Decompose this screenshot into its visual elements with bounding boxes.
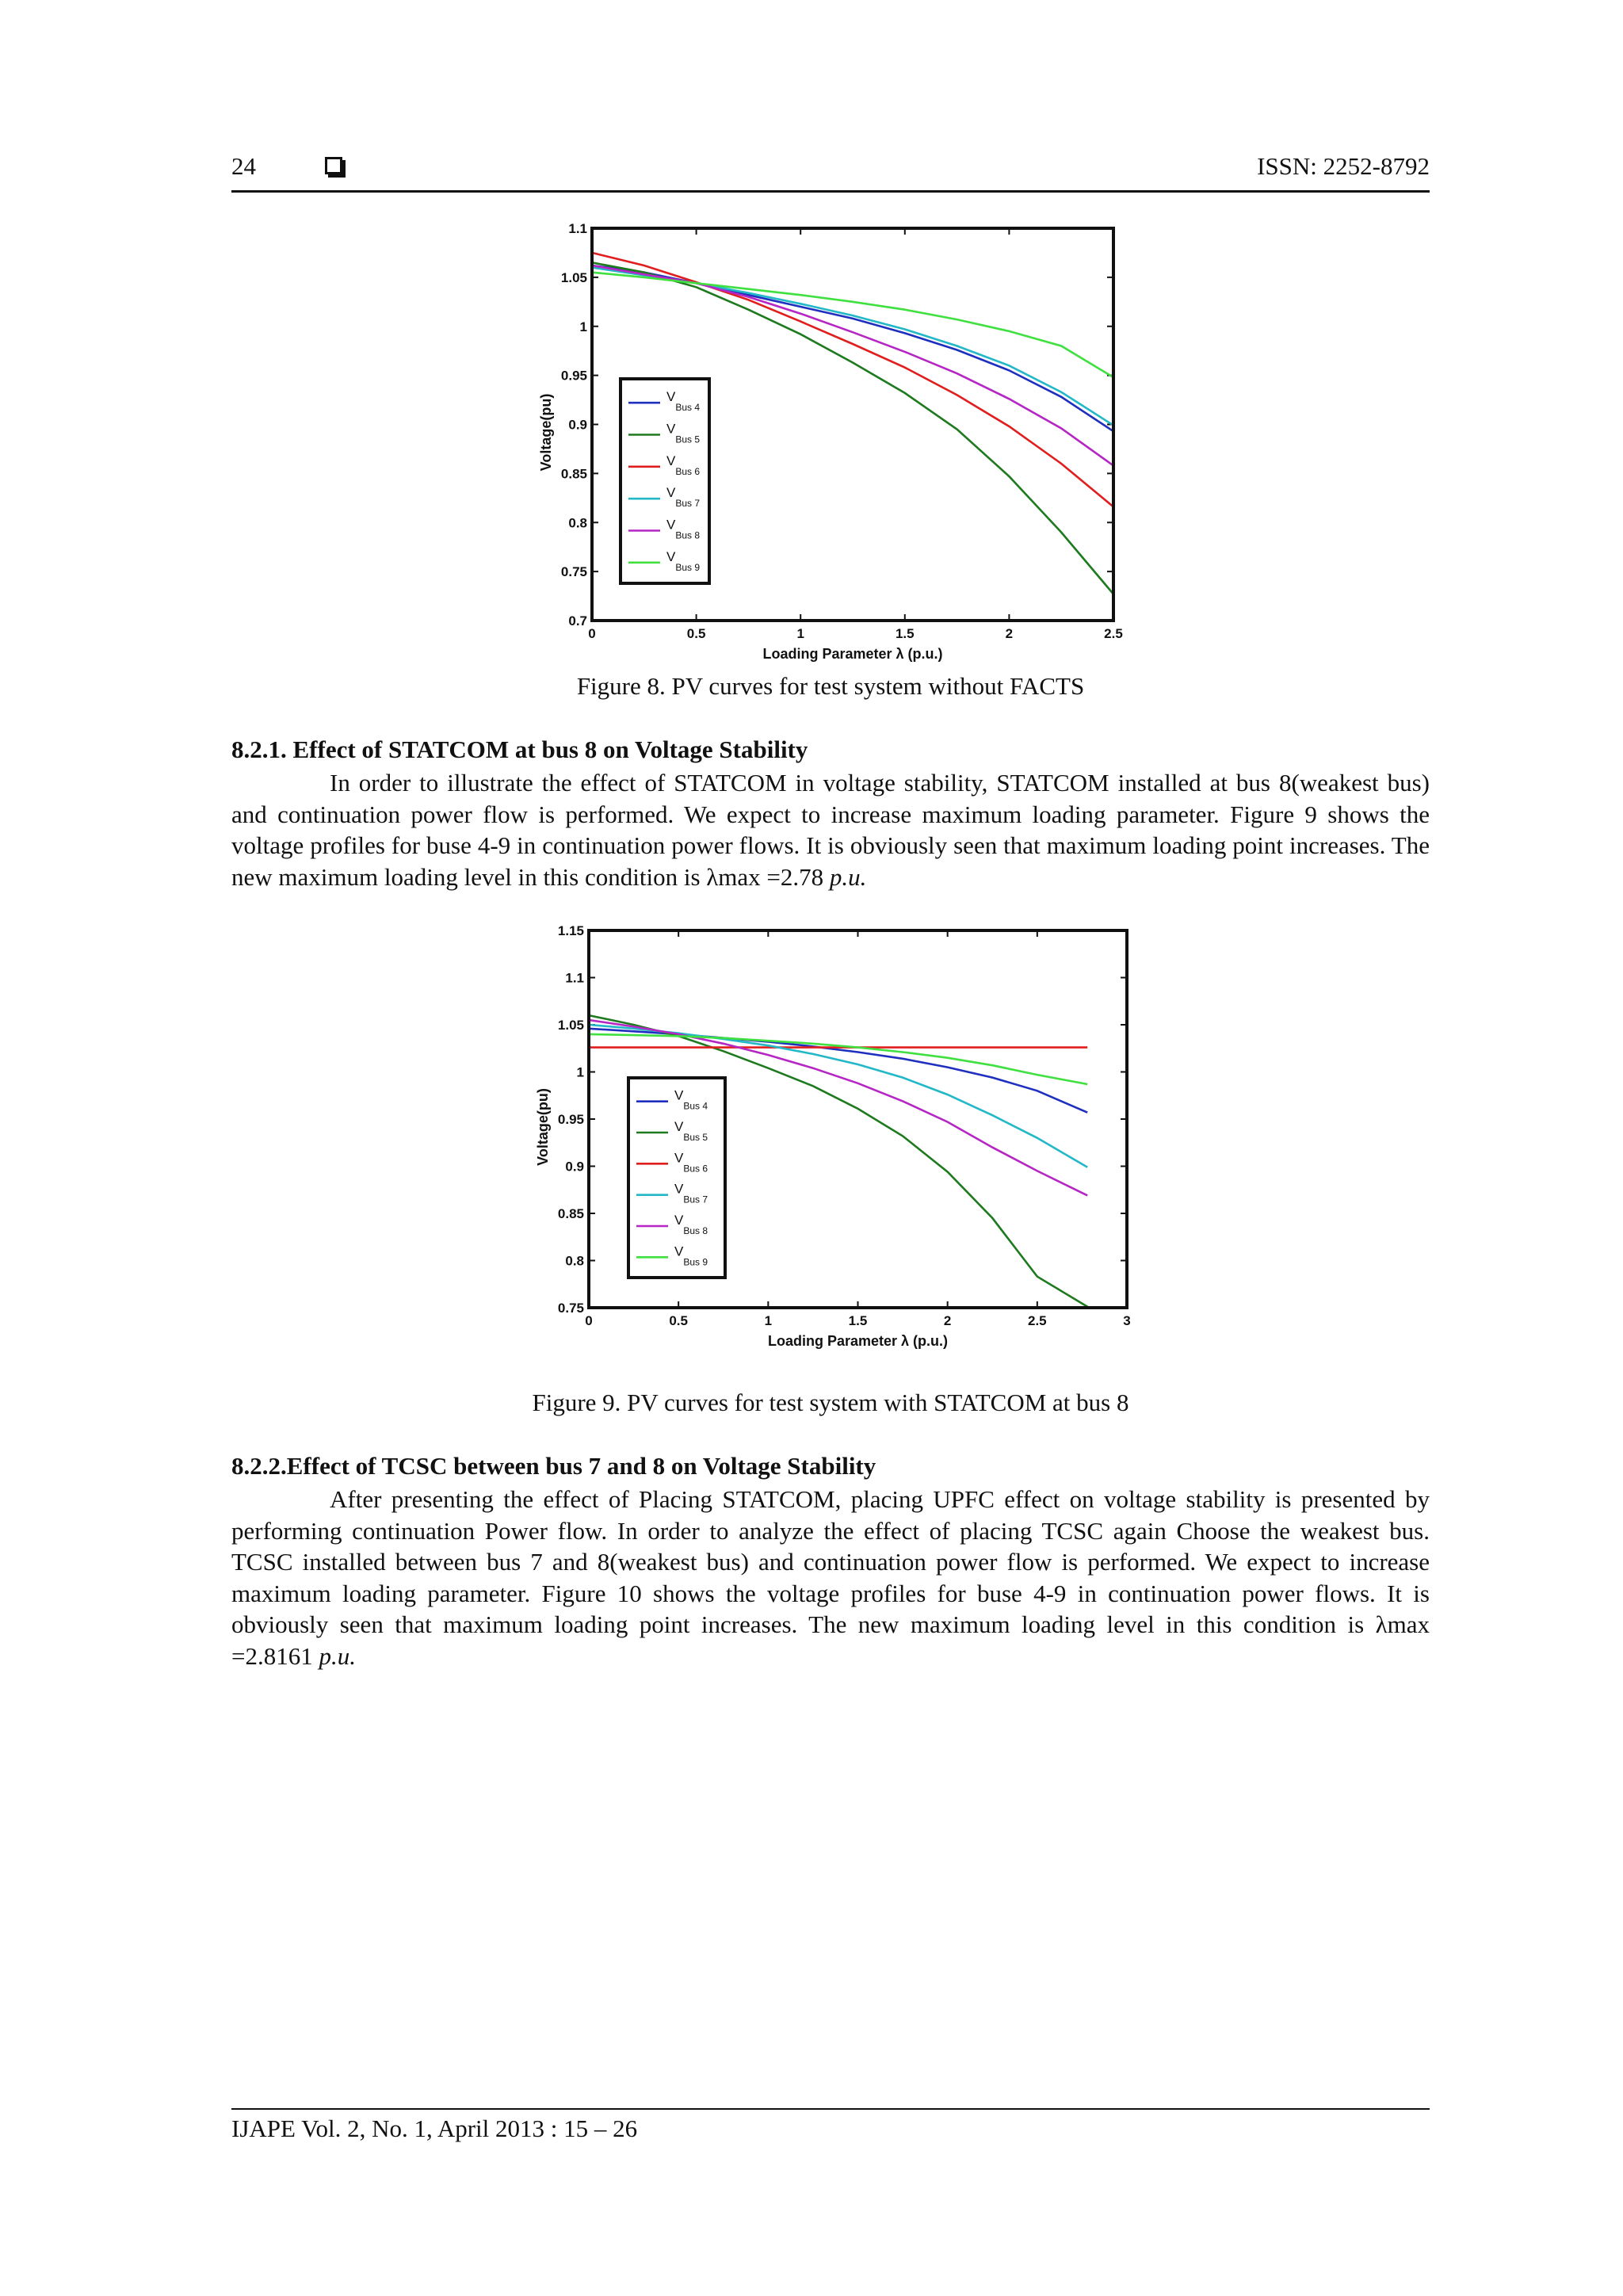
- header-issn: ISSN: 2252-8792: [1257, 152, 1430, 180]
- x-tick-label: 1.5: [848, 1313, 868, 1328]
- figure-9-chart: [523, 918, 1141, 1362]
- legend-label: $V_{Bus 4}$: [666, 389, 701, 414]
- header-box-icon: [325, 157, 342, 174]
- x-tick-label: 0: [585, 1313, 593, 1328]
- header-page-number: 24: [231, 152, 256, 180]
- legend-label: $V_{Bus 9}$: [666, 548, 701, 573]
- y-tick-label: 1.1: [568, 221, 587, 236]
- y-tick-label: 1: [579, 319, 587, 334]
- section-heading-statcom: 8.2.1. Effect of STATCOM at bus 8 on Voltage Stability: [231, 735, 808, 763]
- x-tick-label: 2: [1005, 626, 1014, 641]
- section-paragraph-statcom: In order to illustrate the effect of STATCOM in voltage stability, STATCOM installed at bus 8(weakest bus) and continuation power flow is performed. We expect to increase maximum loading parameter. Figure 9 shows the voltage profiles for buse 4-9 in continuation power flows. It is obviously seen that maximum loading point increases. The new maximum loading level in this condition is λmax =2.78 p.u.: [231, 769, 1430, 891]
- y-tick-label: 0.9: [565, 1159, 584, 1175]
- x-tick-label: 1.5: [895, 626, 915, 641]
- y-axis-label: Voltage(pu): [535, 1088, 551, 1166]
- x-tick-label: 0: [588, 626, 596, 641]
- y-tick-label: 1.1: [565, 970, 584, 986]
- y-tick-label: 0.75: [560, 564, 587, 580]
- legend-label: $V_{Bus 7}$: [674, 1181, 708, 1205]
- figure-8-chart: [523, 214, 1125, 674]
- section-heading-tcsc: 8.2.2.Effect of TCSC between bus 7 and 8 on Voltage Stability: [231, 1452, 876, 1480]
- x-tick-label: 0.5: [669, 1313, 688, 1328]
- y-tick-label: 0.75: [557, 1301, 584, 1316]
- y-tick-label: 0.95: [557, 1112, 584, 1127]
- legend-label: $V_{Bus 8}$: [666, 517, 701, 541]
- y-tick-label: 1: [576, 1064, 584, 1080]
- x-tick-label: 0.5: [686, 626, 706, 641]
- legend-label: $V_{Bus 5}$: [674, 1119, 708, 1143]
- y-tick-label: 0.8: [565, 1253, 584, 1269]
- footer-rule: [231, 2108, 1430, 2110]
- x-axis-label: Loading Parameter λ (p.u.): [767, 1333, 949, 1349]
- x-tick-label: 3: [1123, 1313, 1131, 1328]
- section-paragraph-tcsc: After presenting the effect of Placing STATCOM, placing UPFC effect on voltage stability is presented by performing continuation Power flow. In order to analyze the effect of placing TCSC again Choose the weakest bus. TCSC installed between bus 7 and 8(weakest bus) and continuation power flow is performed. We expect to increase maximum loading parameter. Figure 10 shows the voltage profiles for buse 4-9 in continuation power flows. It is obviously seen that maximum loading point increases. The new maximum loading level in this condition is λmax =2.8161 p.u.: [231, 1485, 1430, 1670]
- figure-8-caption: Figure 8. PV curves for test system without FACTS: [576, 672, 1085, 700]
- figure-9-caption: Figure 9. PV curves for test system with STATCOM at bus 8: [532, 1389, 1129, 1416]
- y-tick-label: 0.85: [557, 1206, 584, 1221]
- footer-citation: IJAPE Vol. 2, No. 1, April 2013 : 15 – 26: [231, 2115, 638, 2142]
- y-tick-label: 0.7: [568, 613, 587, 628]
- y-tick-label: 0.95: [560, 368, 587, 384]
- x-tick-label: 1: [764, 1313, 773, 1328]
- x-axis-label: Loading Parameter λ (p.u.): [762, 646, 943, 662]
- header-rule: [231, 190, 1430, 193]
- legend-label: $V_{Bus 4}$: [674, 1087, 708, 1112]
- legend-label: $V_{Bus 6}$: [674, 1150, 708, 1175]
- y-tick-label: 1.15: [557, 923, 584, 938]
- x-tick-label: 2.5: [1028, 1313, 1047, 1328]
- legend-label: $V_{Bus 7}$: [666, 485, 701, 510]
- legend-label: $V_{Bus 6}$: [666, 453, 701, 477]
- y-tick-label: 0.9: [568, 417, 587, 433]
- y-tick-label: 0.85: [560, 466, 587, 482]
- y-tick-label: 1.05: [557, 1018, 584, 1033]
- y-tick-label: 0.8: [568, 515, 587, 531]
- x-tick-label: 2.5: [1104, 626, 1123, 641]
- x-tick-label: 2: [943, 1313, 952, 1328]
- y-axis-label: Voltage(pu): [538, 393, 554, 472]
- legend-label: $V_{Bus 9}$: [674, 1244, 708, 1268]
- x-tick-label: 1: [796, 626, 804, 641]
- legend-label: $V_{Bus 8}$: [674, 1213, 708, 1236]
- y-tick-label: 1.05: [560, 269, 587, 285]
- legend-label: $V_{Bus 5}$: [666, 421, 701, 445]
